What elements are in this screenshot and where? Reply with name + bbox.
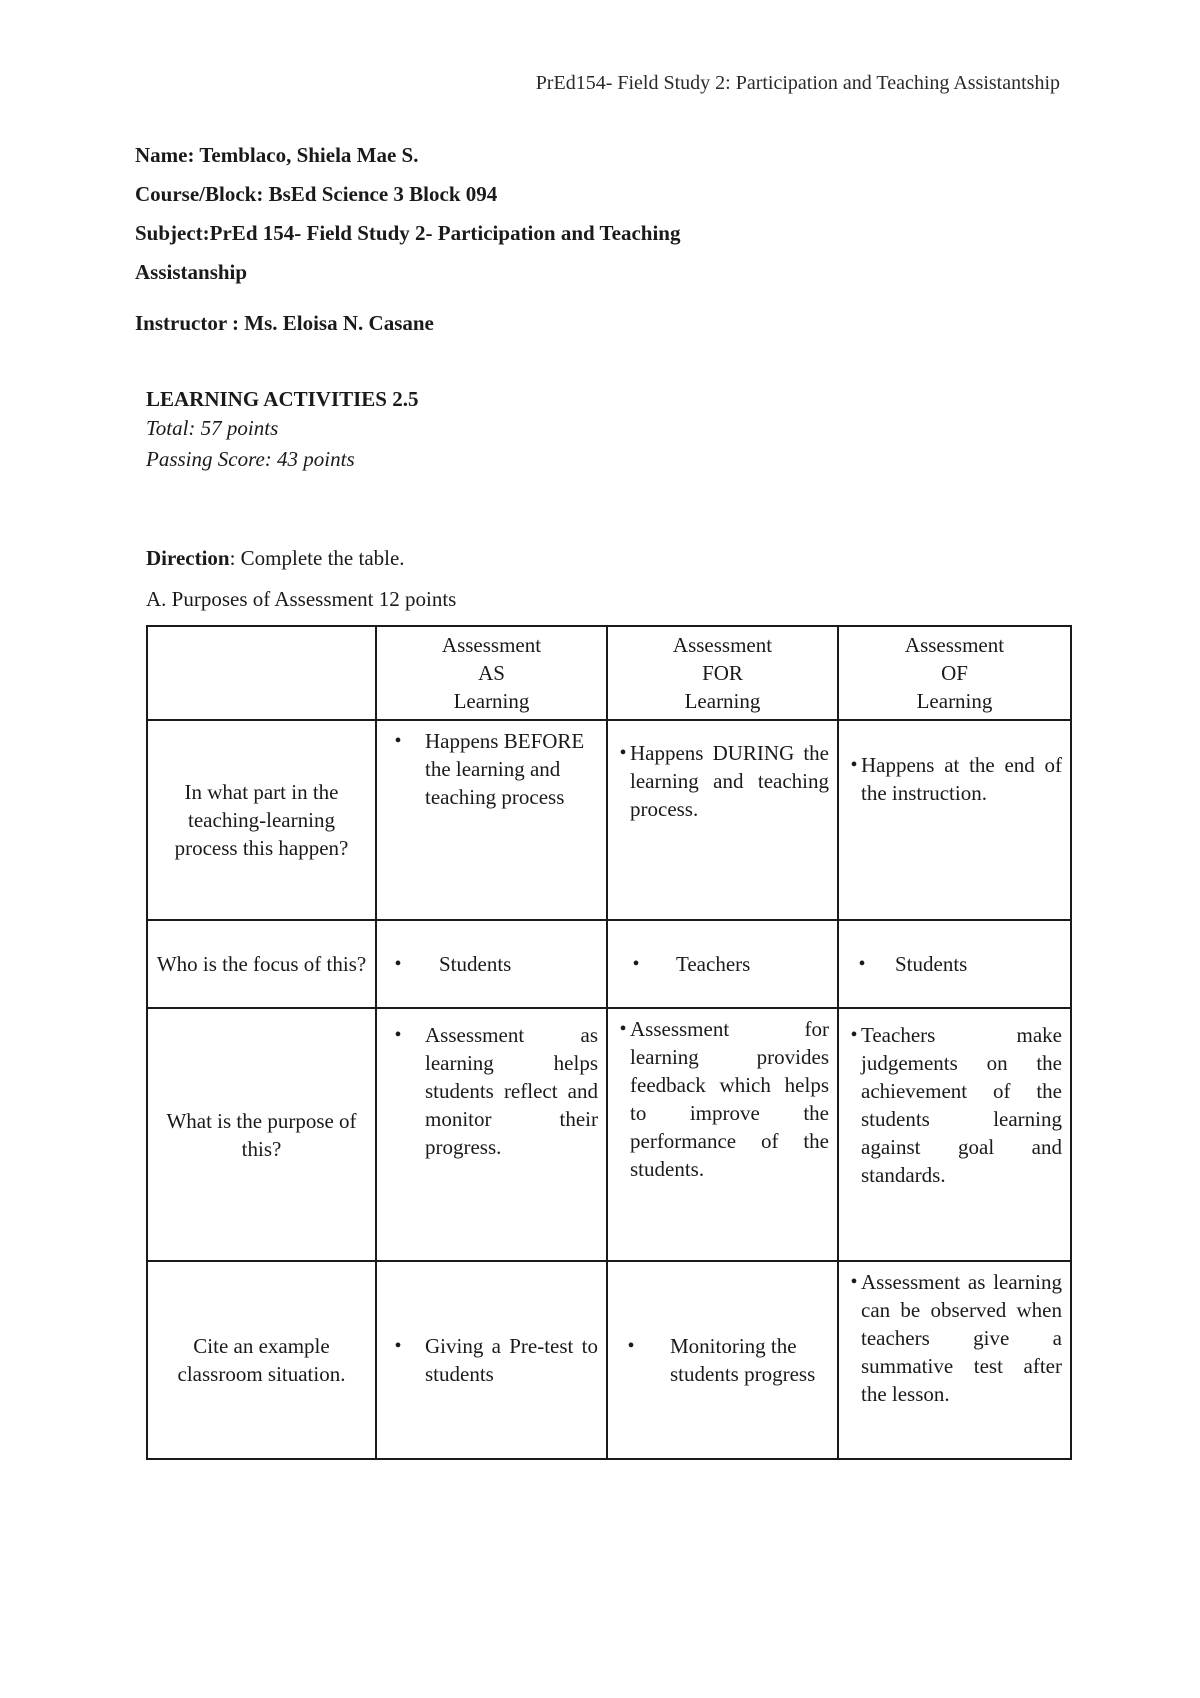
total-points: Total: 57 points xyxy=(146,416,279,440)
bullet-icon: • xyxy=(858,953,866,975)
corner-cell xyxy=(147,626,376,720)
subject-line-1: Subject:PrEd 154- Field Study 2- Participation and Teaching xyxy=(135,221,681,245)
table-cell: • Assessment as learning can be observed when teachers give a summative test after the lesson. xyxy=(838,1261,1071,1459)
header-for-learning: Assessment FOR Learning xyxy=(607,626,838,720)
table-row xyxy=(147,920,1071,1008)
bullet-icon: • xyxy=(850,1271,858,1293)
course-block: Course/Block: BsEd Science 3 Block 094 xyxy=(135,182,498,206)
table-cell: • Students xyxy=(838,920,1071,1008)
bullet-icon: • xyxy=(850,1024,858,1046)
table-cell: • Teachers xyxy=(607,920,838,1008)
activity-title: LEARNING ACTIVITIES 2.5 xyxy=(146,387,419,411)
bullet-icon: • xyxy=(394,953,402,975)
bullet-icon: • xyxy=(619,1018,627,1040)
bullet-icon: • xyxy=(619,742,627,764)
bullet-icon: • xyxy=(394,1024,402,1046)
row-label: Who is the focus of this? xyxy=(147,920,376,1008)
table-row xyxy=(147,720,1071,920)
subject-line-2: Assistanship xyxy=(135,260,248,284)
row-label: What is the purpose of this? xyxy=(147,1008,376,1261)
header-as-learning: Assessment AS Learning xyxy=(376,626,607,720)
table-cell: • Happens at the end of the instruction. xyxy=(838,720,1071,920)
direction xyxy=(146,546,405,571)
table-cell: • Teachers make judgements on the achievement of the students learning against goal and standards. xyxy=(838,1008,1071,1261)
running-header: PrEd154- Field Study 2: Participation and Teaching Assistantship xyxy=(535,72,1060,94)
bullet-icon: • xyxy=(850,754,858,776)
student-info xyxy=(135,143,680,350)
bullet-icon: • xyxy=(632,953,640,975)
assessment-table xyxy=(146,625,1072,1460)
table-cell: • Happens DURING the learning and teaching process. xyxy=(607,720,838,920)
instructor: Instructor : Ms. Eloisa N. Casane xyxy=(135,311,434,335)
activity-header xyxy=(146,386,419,474)
direction-text: : Complete the table. xyxy=(229,546,405,570)
bullet-icon: • xyxy=(394,1335,402,1357)
row-label: Cite an example classroom situation. xyxy=(147,1261,376,1459)
header-of-learning: Assessment OF Learning xyxy=(838,626,1071,720)
direction-label: Direction xyxy=(146,546,230,570)
table-cell: • Happens BEFORE the learning and teaching process xyxy=(376,720,607,920)
table-cell: • Monitoring the students progress xyxy=(607,1261,838,1459)
header-row xyxy=(147,626,1071,720)
section-a-heading: A. Purposes of Assessment 12 points xyxy=(146,587,457,611)
bullet-icon: • xyxy=(394,730,402,752)
table-row xyxy=(147,1261,1071,1459)
table-row xyxy=(147,1008,1071,1261)
table-cell: • Assessment for learning provides feedback which helps to improve the performance of the students. xyxy=(607,1008,838,1261)
table-cell: • Students xyxy=(376,920,607,1008)
passing-score: Passing Score: 43 points xyxy=(146,447,355,471)
row-label: In what part in the teaching-learning process this happen? xyxy=(147,720,376,920)
table-cell: • Assessment as learning helps students reflect and monitor their progress. xyxy=(376,1008,607,1261)
student-name: Name: Temblaco, Shiela Mae S. xyxy=(135,143,419,167)
table-cell: • Giving a Pre-test to students xyxy=(376,1261,607,1459)
bullet-icon: • xyxy=(627,1335,635,1357)
